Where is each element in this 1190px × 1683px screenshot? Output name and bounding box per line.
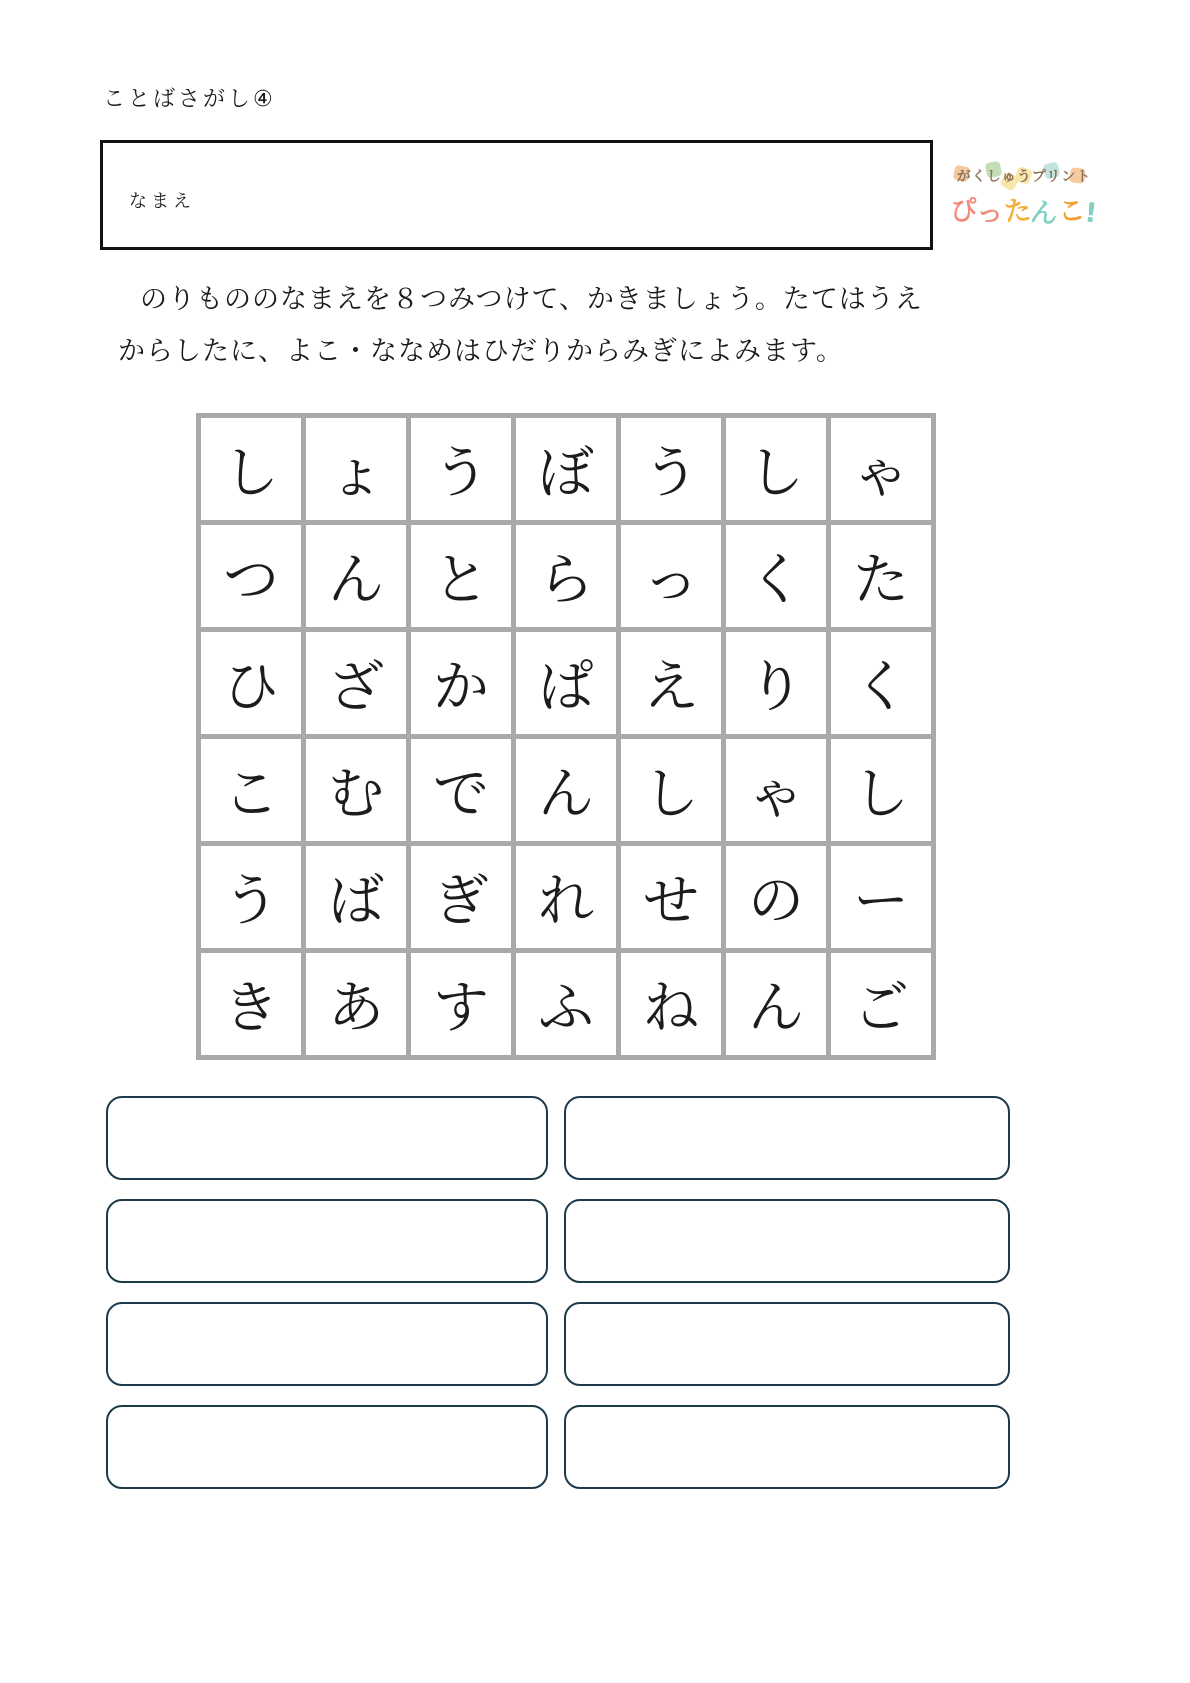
instructions-line-1: のりもののなまえを８つみつけて、かきましょう。たてはうえ: [140, 284, 923, 315]
logo-char: こ: [1057, 194, 1087, 229]
grid-cell-r6c7: ご: [831, 953, 931, 1055]
grid-cell-r6c1: き: [201, 953, 301, 1055]
grid-cell-r6c6: ん: [726, 953, 826, 1055]
grid-cell-r4c3: で: [411, 739, 511, 841]
grid-cell-r5c1: う: [201, 846, 301, 948]
grid-cell-r3c4: ぱ: [516, 632, 616, 734]
pittanko-logo: [946, 160, 1102, 238]
grid-cell-r5c2: ば: [306, 846, 406, 948]
name-input-box[interactable]: [100, 140, 933, 250]
logo-char: ぴ: [949, 194, 979, 229]
logo-char: ん: [1029, 196, 1060, 231]
grid-cell-r1c3: う: [411, 418, 511, 520]
answer-box-2[interactable]: [564, 1096, 1010, 1180]
logo-main-text: [946, 189, 1102, 231]
name-label: なまえ: [129, 191, 195, 212]
answer-box-5[interactable]: [106, 1302, 548, 1386]
answer-box-4[interactable]: [564, 1199, 1010, 1283]
grid-cell-r2c3: と: [411, 525, 511, 627]
instructions-text: [118, 274, 1058, 378]
grid-cell-r4c6: ゃ: [726, 739, 826, 841]
grid-cell-r6c3: す: [411, 953, 511, 1055]
grid-cell-r4c1: こ: [201, 739, 301, 841]
grid-cell-r2c7: た: [831, 525, 931, 627]
answer-box-6[interactable]: [564, 1302, 1010, 1386]
grid-cell-r1c2: ょ: [306, 418, 406, 520]
grid-cell-r6c4: ふ: [516, 953, 616, 1055]
grid-cell-r3c3: か: [411, 632, 511, 734]
grid-cell-r3c2: ざ: [306, 632, 406, 734]
grid-cell-r6c2: あ: [306, 953, 406, 1055]
grid-cell-r3c7: く: [831, 632, 931, 734]
grid-cell-r4c7: し: [831, 739, 931, 841]
grid-cell-r2c6: く: [726, 525, 826, 627]
grid-cell-r2c1: つ: [201, 525, 301, 627]
letter-grid: [196, 413, 936, 1060]
grid-cell-r5c5: せ: [621, 846, 721, 948]
grid-cell-r1c6: し: [726, 418, 826, 520]
answer-box-3[interactable]: [106, 1199, 548, 1283]
grid-cell-r5c3: ぎ: [411, 846, 511, 948]
page-title: ことばさがし④: [103, 87, 276, 112]
grid-cell-r3c1: ひ: [201, 632, 301, 734]
grid-cell-r5c6: の: [726, 846, 826, 948]
grid-cell-r1c1: し: [201, 418, 301, 520]
grid-cell-r6c5: ね: [621, 953, 721, 1055]
grid-cell-r4c4: ん: [516, 739, 616, 841]
grid-cell-r3c5: え: [621, 632, 721, 734]
answer-boxes: [106, 1096, 1010, 1489]
grid-cell-r5c7: ー: [831, 846, 931, 948]
grid-cell-r2c2: ん: [306, 525, 406, 627]
logo-top-text: がくしゅうプリント: [956, 169, 1092, 185]
grid-cell-r2c4: ら: [516, 525, 616, 627]
grid-cell-r4c2: む: [306, 739, 406, 841]
grid-cell-r1c4: ぼ: [516, 418, 616, 520]
grid-cell-r3c6: り: [726, 632, 826, 734]
grid-cell-r4c5: し: [621, 739, 721, 841]
grid-cell-r1c7: ゃ: [831, 418, 931, 520]
logo-char: た: [1003, 194, 1033, 229]
logo-char: っ: [975, 196, 1006, 231]
grid-cell-r1c5: う: [621, 418, 721, 520]
answer-box-1[interactable]: [106, 1096, 548, 1180]
grid-cell-r5c4: れ: [516, 846, 616, 948]
answer-box-8[interactable]: [564, 1405, 1010, 1489]
logo-char: !: [1083, 197, 1100, 230]
answer-box-7[interactable]: [106, 1405, 548, 1489]
instructions-line-2: からしたに、よこ・ななめはひだりからみぎによみます。: [118, 336, 844, 367]
grid-cell-r2c5: っ: [621, 525, 721, 627]
